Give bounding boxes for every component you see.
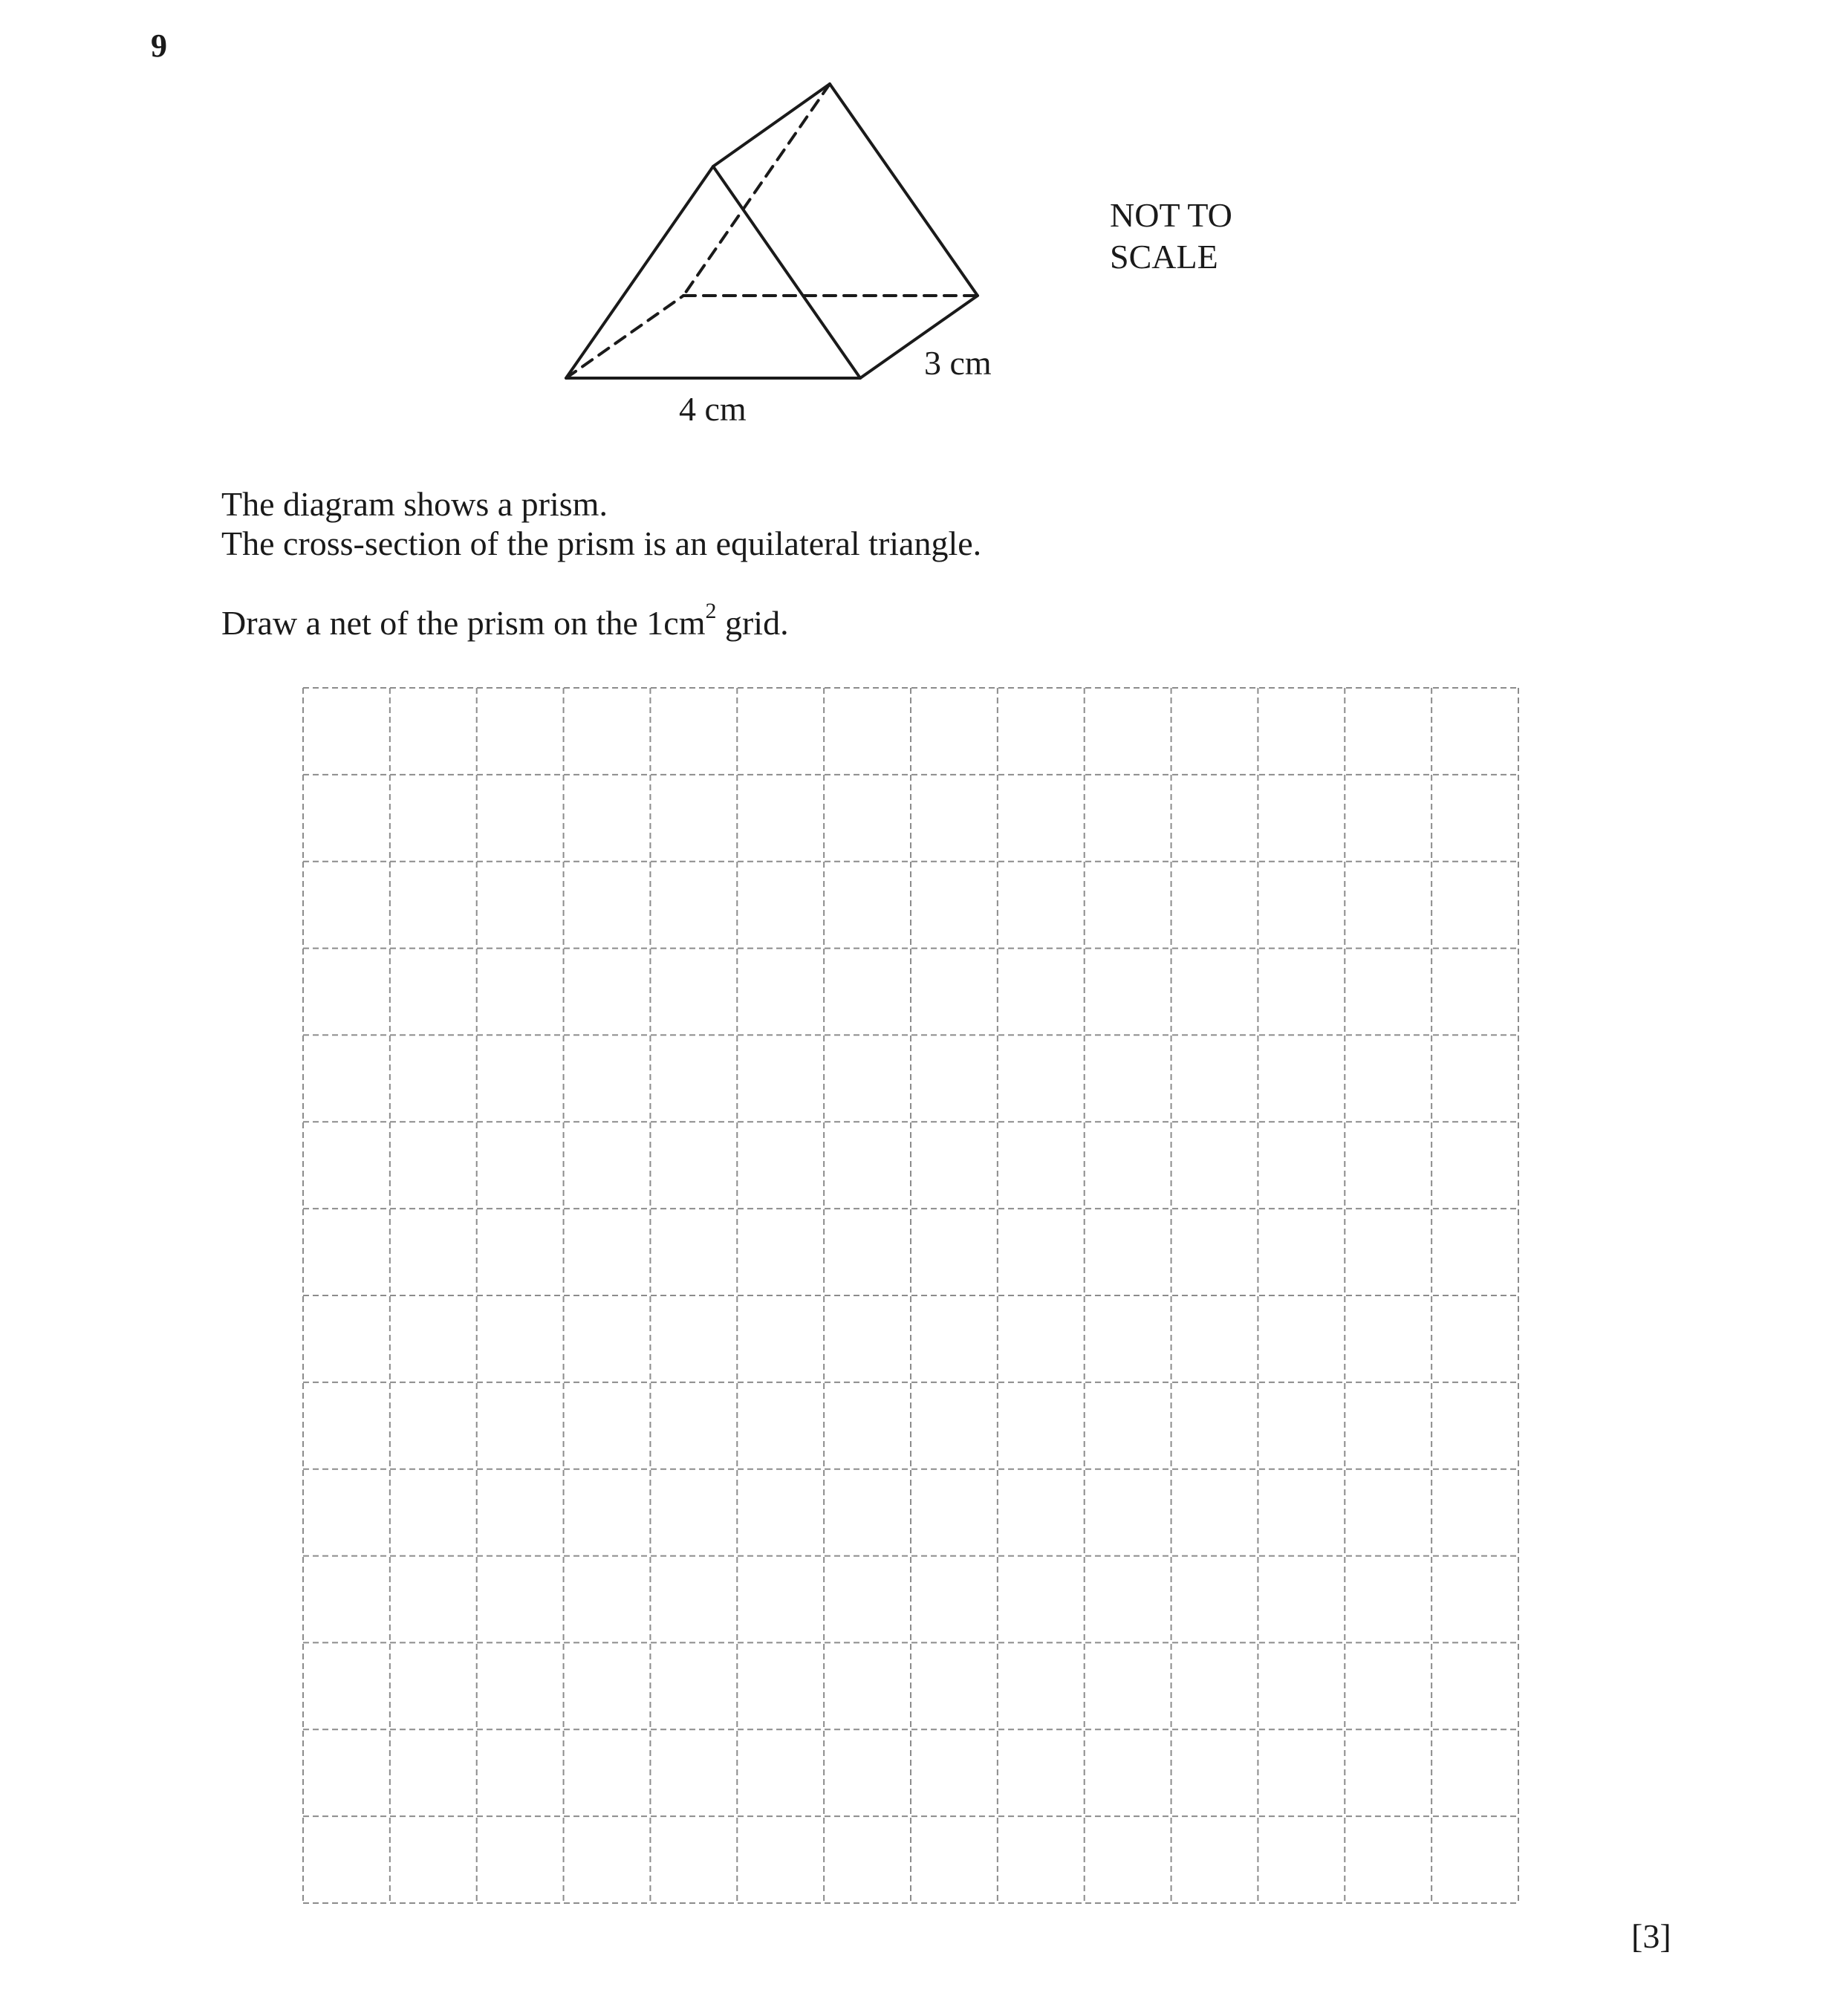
hidden-edge-left-length xyxy=(566,296,683,378)
text-line-2: The cross-section of the prism is an equilateral triangle. xyxy=(221,524,982,562)
text-line-1: The diagram shows a prism. xyxy=(221,485,608,523)
hidden-edge-apex xyxy=(683,84,830,296)
centimetre-grid[interactable] xyxy=(302,686,1520,1905)
not-to-scale-line-2: SCALE xyxy=(1110,238,1218,276)
instruction-main: Draw a net of the prism on the 1cm xyxy=(221,604,706,642)
not-to-scale-line-1: NOT TO xyxy=(1110,196,1232,234)
prism-diagram xyxy=(0,0,1843,461)
top-ridge-edge xyxy=(713,84,830,166)
visible-edges xyxy=(566,84,978,378)
instruction-superscript: 2 xyxy=(705,599,717,623)
hidden-edges xyxy=(566,84,978,378)
base-label: 4 cm xyxy=(679,390,747,428)
not-to-scale-note xyxy=(1110,195,1232,278)
back-right-edge xyxy=(830,84,978,296)
length-label: 3 cm xyxy=(924,344,992,382)
instruction-end: grid. xyxy=(716,604,789,642)
front-triangle-face xyxy=(566,166,860,378)
instruction-text xyxy=(221,599,789,642)
question-number: 9 xyxy=(151,27,167,64)
marks-allocation: [3] xyxy=(1631,1917,1671,1955)
